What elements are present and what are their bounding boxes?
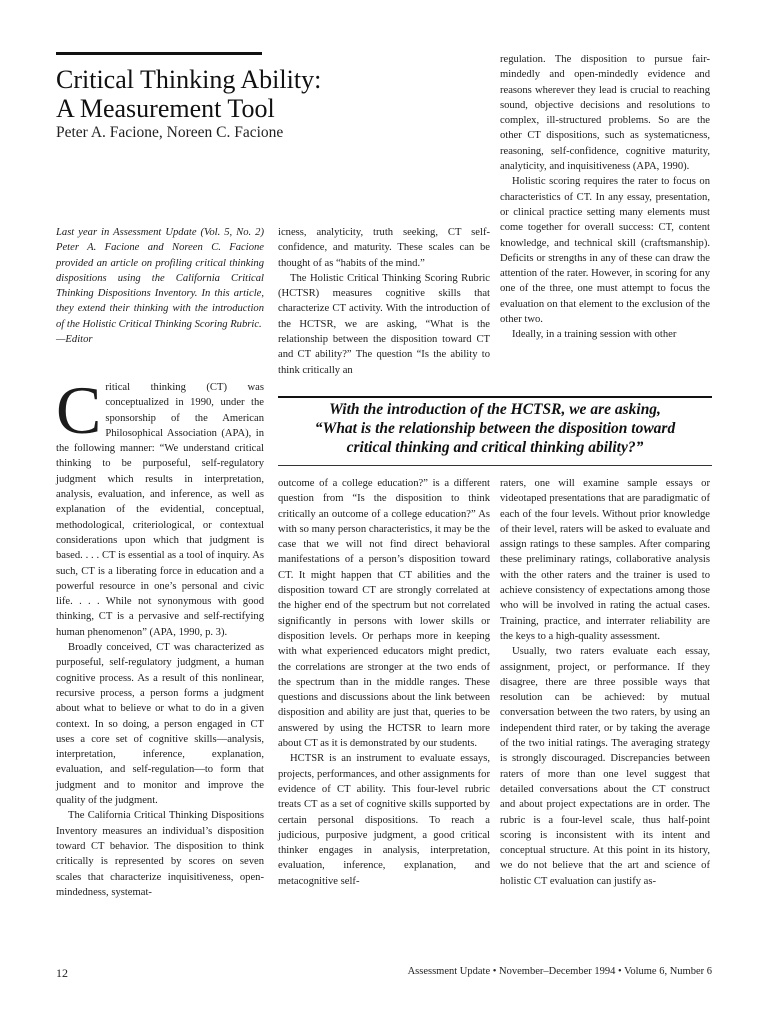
page-number: 12 (56, 966, 68, 980)
col3-paragraph-4: raters, one will examine sample essays or videotaped presentations that are paradigmatic of each of the four levels. Without prior knowledge of their level, raters will be asked to evaluate and assign ratings to these samples. After comparing these preliminary ratings, collaborative analysis with the other raters and the trainer is used to achieve consistency of expectations among those who will be involved in rating the actual cases. Training, practice, and interrater reliability are the keys to a high-quality assessment. (500, 478, 710, 642)
col2-paragraph-3: outcome of a college education?” is a different question from “Is the disposition to think critically an outcome of a college education?” As with so many person characteristics, it may be the case that we will not find direct behavioral manifestations of a person’s disposition toward CT. It might happen that CT abilities and the disposition toward CT are strongly correlated at the higher end of the spectrum but not correlated significantly in persons with lower skills or disposition levels. Or perhaps more in keeping with what experienced educators might predict, the correlations are stronger at the two ends of the spectrum than in the middle ranges. These questions and discussions about the link between disposition and ability are just that, queries to be answered by using the HCTSR to learn more about CT as it is demonstrated by our students. (278, 478, 490, 750)
title-line-1: Critical Thinking Ability: (56, 65, 322, 94)
col1-paragraph-3: The California Critical Thinking Dispositions Inventory measures an individual’s disposition toward CT behavior. The disposition to think critically is represented by scores on seven scales that characterize inquisitiveness, open-mindedness, systemat- (56, 810, 264, 898)
col1-paragraph-1: ritical thinking (CT) was conceptualized in 1990, under the sponsorship of the American Philosophical Association (APA), in the following manner: “We understand critical thinking to be purposeful, self-regulatory judgment which results in interpretation, analysis, evaluation, and inference, as well as explanation of the evidential, conceptual, methodological, criteriological, or contextual considerations upon which that judgment is based. . . . CT is essential as a tool of inquiry. As such, CT is a liberating force in education and a powerful resource in one’s personal and civic life. . . . While not synonymous with good thinking, CT is a pervasive and self-rectifying human phenomenon” (APA, 1990, p. 3). (56, 382, 264, 638)
pullquote-line-2: “What is the relationship between the disposition toward (314, 420, 676, 437)
drop-cap: C (56, 372, 102, 448)
pullquote-rule-top (278, 396, 712, 398)
col1-paragraph-2: Broadly conceived, CT was characterized as purposeful, self-regulatory judgment, a human cognitive process. As a result of this nonlinear, recursive process, a person forms a judgment about what to believe or what to do in a given context. In so doing, a person engaged in CT uses a core set of cognitive skills—analysis, interpretation, inference, explanation, evaluation, and self-regulation—to form that judgment and to monitor and improve the quality of the judgment. (56, 642, 264, 807)
col3-paragraph-2: Holistic scoring requires the rater to focus on characteristics of CT. In any essay, presentation, or clinical practice setting many elements must come together for overall success: CT, content knowledge, and technical skill (craftsmanship). Deficits or strengths in any of these can draw the attention of the rater. However, in scoring for any one of the three, one must attempt to focus the evaluation on that element to the exclusion of the other two. (500, 176, 710, 326)
editor-intro (56, 225, 264, 347)
column-2-top (278, 225, 490, 378)
pullquote-line-1: With the introduction of the HCTSR, we are asking, (329, 401, 661, 418)
col3-paragraph-3: Ideally, in a training session with other (512, 329, 677, 341)
title-rule (56, 52, 262, 55)
col2-paragraph-4: HCTSR is an instrument to evaluate essays, projects, performances, and other assignments for evidence of CT ability. This four-level rubric treats CT as a set of cognitive skills supported by certain personal dispositions. To reach a judicious, purposive judgment, a good critical thinker engages in analysis, interpretation, evaluation, inference, explanation, and metacognitive self- (278, 753, 490, 887)
column-3-bottom (500, 476, 710, 889)
column-1 (56, 372, 264, 900)
pull-quote (278, 400, 712, 457)
journal-footer: Assessment Update • November–December 1994 • Volume 6, Number 6 (407, 966, 712, 977)
intro-text: Last year in Assessment Update (Vol. 5, No. 2) Peter A. Facione and Noreen C. Facione provided an article on profiling critical thinking dispositions using the California Critical Thinking Dispositions Inventory. In this article, they extend their thinking with the introduction of the Holistic Critical Thinking Scoring Rubric. (56, 227, 264, 330)
col2-paragraph-2: The Holistic Critical Thinking Scoring Rubric (HCTSR) measures cognitive skills that characterize CT activity. With the introduction of the HCTSR, we are asking, “What is the relationship between the disposition toward CT and CT ability?” The question “Is the ability to think critically an (278, 272, 490, 376)
col3-paragraph-1: regulation. The disposition to pursue fair-mindedly and open-mindedly evidence and reasons wherever they lead is crucial to reaching sound, objective decisions and resolutions to complex, ill-structured problems. So are the other CT dispositions, such as systematicness, reasoning, self-confidence, cognitive maturity, analyticity, and inquisitiveness (APA, 1990). (500, 54, 710, 173)
article-authors: Peter A. Facione, Noreen C. Facione (56, 124, 284, 141)
pullquote-line-3: critical thinking and critical thinking ability?” (346, 439, 644, 456)
column-2-bottom (278, 476, 490, 889)
article-title (56, 65, 486, 123)
col3-paragraph-5: Usually, two raters evaluate each essay, assignment, project, or performance. If they disagree, there are three possible ways that resolution can be achieved: by mutual conversation between the two raters, by using an independent third rater, or by taking the average of the two initial ratings. The averaging strategy is strongly discouraged. Discrepancies between raters of more than one level suggest that detailed conversations about the CT construct and about project expectations are in order. The rubric is a four-level scale, thus half-point scoring is inconsistent with its intent and conceptual structure. At this point in its history, we do not believe that the art and science of holistic CT evaluation can justify as- (500, 646, 710, 887)
pullquote-rule-bottom (278, 465, 712, 466)
col2-paragraph-1: icness, analyticity, truth seeking, CT self-confidence, and maturity. These scales can be thought of as “habits of the mind.” (278, 227, 490, 269)
title-line-2: A Measurement Tool (56, 94, 275, 123)
column-3-top (500, 52, 710, 343)
intro-editor: —Editor (56, 334, 93, 346)
